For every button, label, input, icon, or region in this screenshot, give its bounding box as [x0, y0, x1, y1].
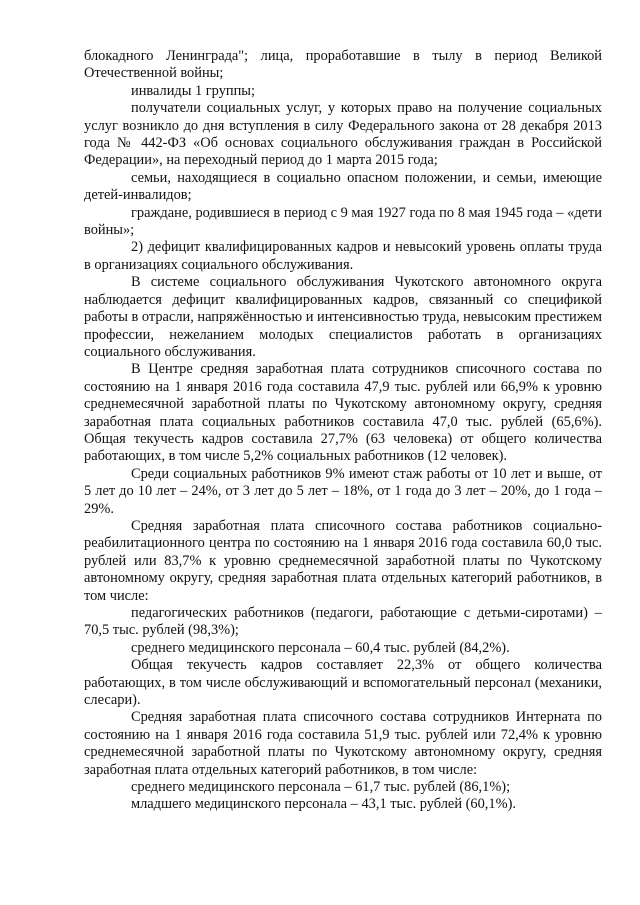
paragraph: блокадного Ленинграда"; лица, проработавшие в тылу в период Великой Отечественной войны;	[84, 48, 602, 82]
paragraph: среднего медицинского персонала – 60,4 тыс. рублей (84,2%).	[131, 639, 510, 656]
paragraph: В системе социального обслуживания Чукотского автономного округа наблюдается дефицит квалифицированных кадров, связанный со спецификой работы в отрасли, напряжённостью и интенсивностью труда, невысоким престижем профессии, нежеланием молодых специалистов работать в организациях социального обслуживания.	[84, 274, 602, 360]
paragraph: 2) дефицит квалифицированных кадров и невысокий уровень оплаты труда в организациях социального обслуживания.	[84, 239, 602, 273]
paragraph: граждане, родившиеся в период с 9 мая 1927 года по 8 мая 1945 года – «дети войны»;	[84, 204, 602, 239]
paragraph: инвалиды 1 группы;	[131, 82, 255, 99]
paragraph: Среди социальных работников 9% имеют стаж работы от 10 лет и выше, от 5 лет до 10 лет – 24%, от 3 лет до 5 лет – 18%, от 1 года до 3 лет – 20%, до 1 года – 29%.	[84, 465, 602, 517]
paragraph: педагогических работников (педагоги, работающие с детьми-сиротами) – 70,5 тыс. рублей (98,3%);	[84, 605, 602, 639]
paragraph: Общая текучесть кадров составляет 22,3% от общего количества работающих, в том числе обслуживающий и вспомогательный персонал (механики, слесари).	[84, 657, 602, 709]
paragraph: младшего медицинского персонала – 43,1 тыс. рублей (60,1%).	[131, 796, 516, 813]
paragraph: Средняя заработная плата списочного состава работников социально-реабилитационного центра по состоянию на 1 января 2016 года составила 60,0 тыс. рублей или 83,7% к уровню среднемесячной заработной платы по Чукотскому автономному округу, средняя заработная плата отдельных категорий работников, в том числе:	[84, 517, 602, 604]
paragraph: получатели социальных услуг, у которых право на получение социальных услуг возникло до дня вступления в силу Федерального закона от 28 декабря 2013 года № 442-ФЗ «Об основах социального обслуживания граждан в Российской Федерации», на переходный период до 1 марта 2015 года;	[84, 100, 602, 169]
paragraph: среднего медицинского персонала – 61,7 тыс. рублей (86,1%);	[131, 779, 511, 796]
paragraph: В Центре средняя заработная плата сотрудников списочного состава по состоянию на 1 января 2016 года составила 47,9 тыс. рублей или 66,9% к уровню среднемесячной заработной платы по Чукотскому автономному округу, средняя заработная плата социальных работников составила 47,0 тыс. рублей (65,6%). Общая текучесть кадров составила 27,7% (63 человека) от общего количества работающих, в том числе 5,2% социальных работников (12 человек).	[84, 361, 602, 465]
paragraph: семьи, находящиеся в социально опасном положении, и семьи, имеющие детей-инвалидов;	[84, 169, 602, 204]
paragraph: Средняя заработная плата списочного состава сотрудников Интерната по состоянию на 1 января 2016 года составила 51,9 тыс. рублей или 72,4% к уровню среднемесячной заработной платы по Чукотскому автономному округу, средняя заработная плата отдельных категорий работников, в том числе:	[84, 709, 602, 778]
document-body	[84, 48, 602, 814]
